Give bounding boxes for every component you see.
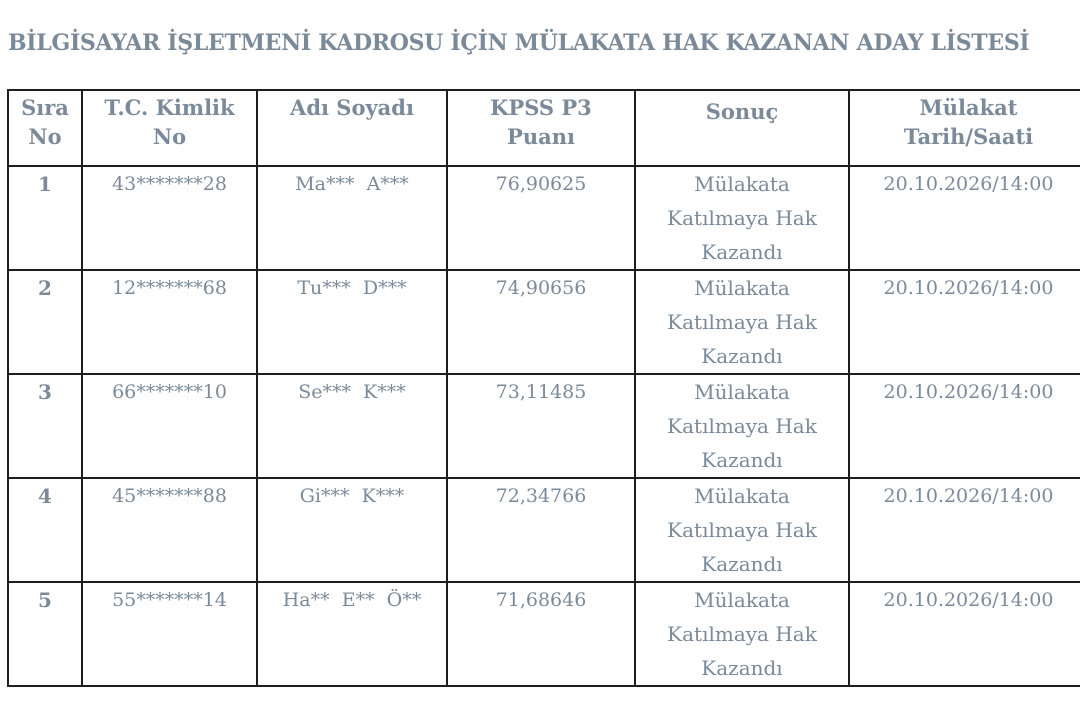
header-sonuc: Sonuç (635, 90, 849, 166)
cell-adi-soyadi: Tu*** D*** (257, 270, 447, 374)
cell-sira: 5 (8, 582, 82, 686)
cell-mulakat-tarih: 20.10.2026/14:00 (849, 270, 1080, 374)
cell-tc: 43*******28 (82, 166, 257, 270)
cell-sonuc: Mülakata Katılmaya Hak Kazandı (635, 374, 849, 478)
cell-puan: 72,34766 (447, 478, 635, 582)
cell-tc: 45*******88 (82, 478, 257, 582)
candidate-table (7, 89, 1080, 687)
cell-mulakat-tarih: 20.10.2026/14:00 (849, 166, 1080, 270)
cell-sonuc: Mülakata Katılmaya Hak Kazandı (635, 270, 849, 374)
cell-mulakat-tarih: 20.10.2026/14:00 (849, 478, 1080, 582)
cell-sira: 2 (8, 270, 82, 374)
table-row (8, 582, 1080, 686)
cell-tc: 12*******68 (82, 270, 257, 374)
cell-tc: 66*******10 (82, 374, 257, 478)
cell-adi-soyadi: Gi*** K*** (257, 478, 447, 582)
cell-adi-soyadi: Ha** E** Ö** (257, 582, 447, 686)
cell-adi-soyadi: Se*** K*** (257, 374, 447, 478)
header-adi-soyadi: Adı Soyadı (257, 90, 447, 166)
header-mulakat-tarih: Mülakat Tarih/Saati (849, 90, 1080, 166)
document-title: BİLGİSAYAR İŞLETMENİ KADROSU İÇİN MÜLAKATA HAK KAZANAN ADAY LİSTESİ (8, 30, 1030, 56)
cell-puan: 71,68646 (447, 582, 635, 686)
cell-sira: 1 (8, 166, 82, 270)
header-sira-no: Sıra No (8, 90, 82, 166)
header-tc-kimlik-no: T.C. Kimlik No (82, 90, 257, 166)
cell-sira: 3 (8, 374, 82, 478)
table-row (8, 374, 1080, 478)
table-row (8, 166, 1080, 270)
cell-sonuc: Mülakata Katılmaya Hak Kazandı (635, 582, 849, 686)
table-row (8, 478, 1080, 582)
cell-mulakat-tarih: 20.10.2026/14:00 (849, 374, 1080, 478)
cell-tc: 55*******14 (82, 582, 257, 686)
table-row (8, 270, 1080, 374)
cell-puan: 74,90656 (447, 270, 635, 374)
header-kpss-puani: KPSS P3 Puanı (447, 90, 635, 166)
table-header-row (8, 90, 1080, 166)
cell-sira: 4 (8, 478, 82, 582)
cell-mulakat-tarih: 20.10.2026/14:00 (849, 582, 1080, 686)
cell-sonuc: Mülakata Katılmaya Hak Kazandı (635, 478, 849, 582)
cell-sonuc: Mülakata Katılmaya Hak Kazandı (635, 166, 849, 270)
cell-puan: 73,11485 (447, 374, 635, 478)
cell-adi-soyadi: Ma*** A*** (257, 166, 447, 270)
cell-puan: 76,90625 (447, 166, 635, 270)
